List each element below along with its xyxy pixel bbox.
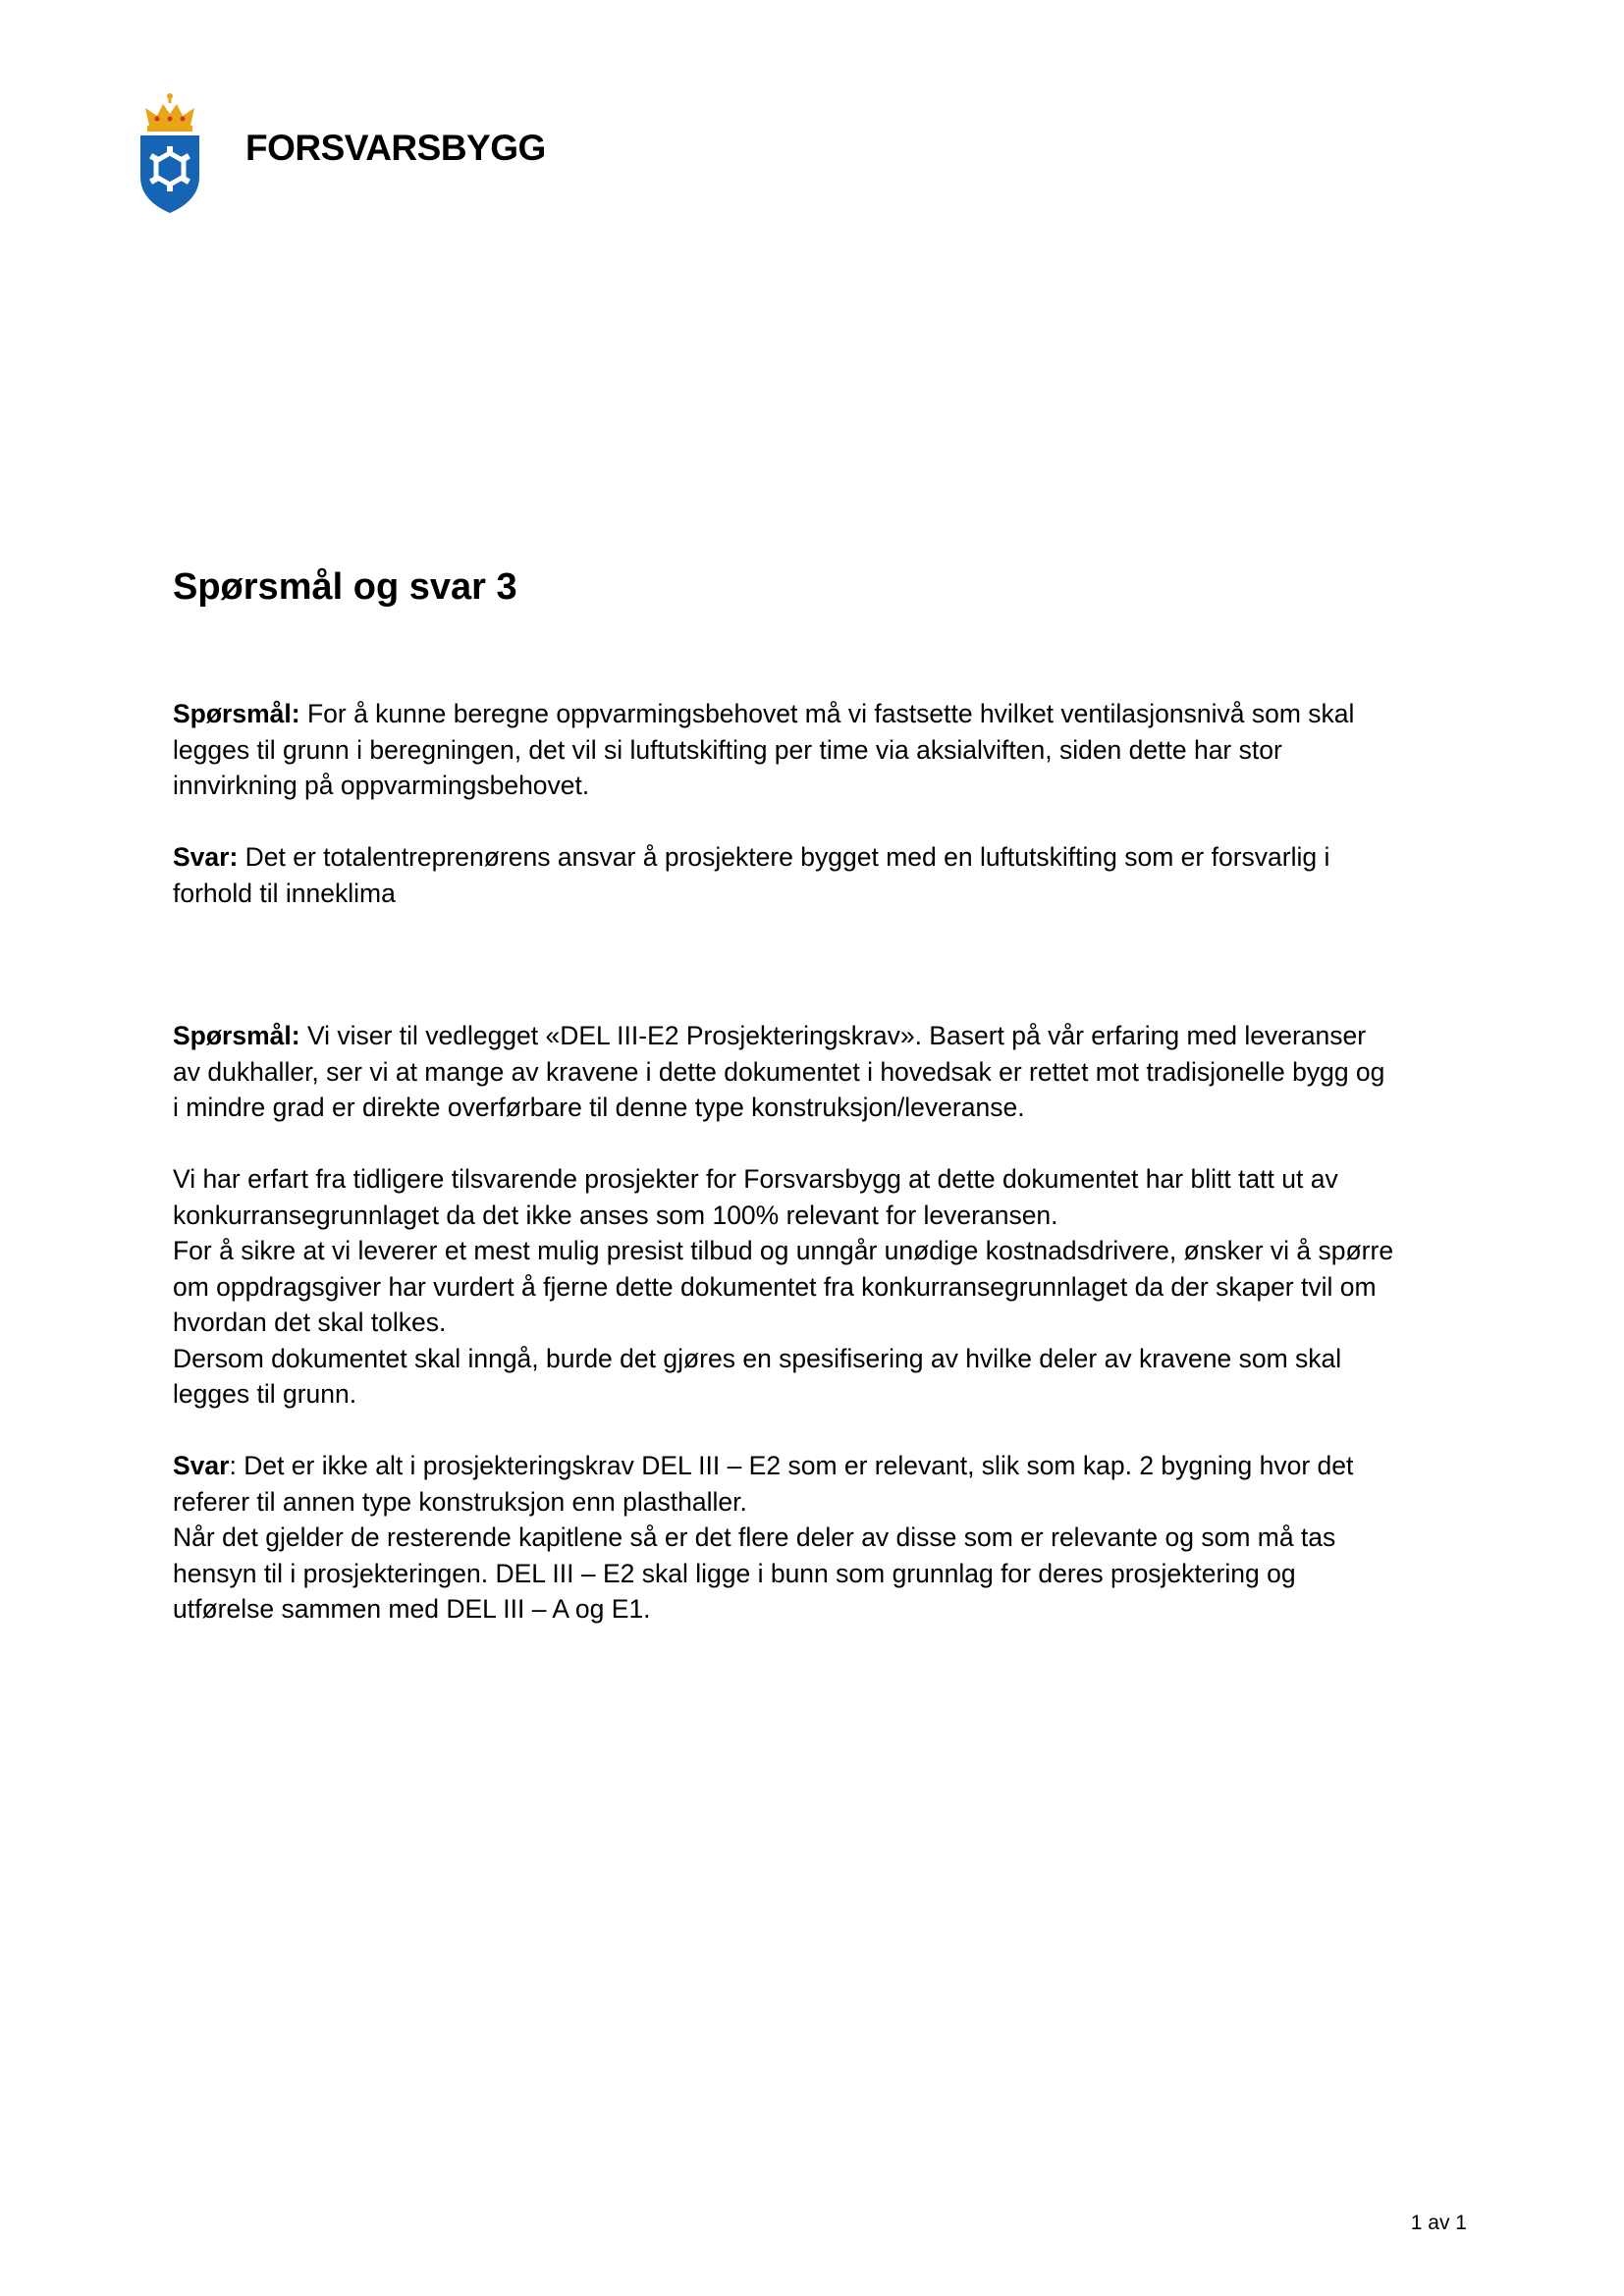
qa2-question-line-2: av dukhaller, ser vi at mange av kravene i dette dokumentet i hovedsak er rettet mot tradisjonelle bygg og [173,1056,1385,1087]
qa2-answer-label: Svar [173,1451,230,1480]
qa2-answer-text: : Det er ikke alt i prosjekteringskrav DEL III – E2 som er relevant, slik som kap. 2 bygning hvor det [229,1451,1354,1480]
qa1-question-line-3: innvirkning på oppvarmingsbehovet. [173,771,590,800]
qa1-question-label: Spørsmål: [173,699,300,728]
qa1-question [173,696,1479,804]
qa2-paragraph-line-3: For å sikre at vi leverer et mest mulig presist tilbud og unngår unødige kostnadsdrivere, ønsker vi å spørre [173,1236,1394,1265]
qa2-answer-line-4: hensyn til i prosjekteringen. DEL III – E2 skal ligge i bunn som grunnlag for deres prosjektering og [173,1558,1296,1588]
qa2-paragraph-line-5: hvordan det skal tolkes. [173,1308,447,1337]
qa2-answer-line-5: utførelse sammen med DEL III – A og E1. [173,1594,651,1624]
brand-wordmark: FORSVARSBYGG [245,128,546,168]
qa2-paragraph-line-7: legges til grunn. [173,1379,357,1409]
qa2-answer-line-3: Når det gjelder de resterende kapitlene så er det flere deler av disse som er relevante og som må tas [173,1522,1336,1552]
qa2-question-text: Vi viser til vedlegget «DEL III-E2 Prosjekteringskrav». Basert på vår erfaring med leveranser [299,1021,1367,1050]
qa2-paragraph-line-2: konkurransegrunnlaget da det ikke anses som 100% relevant for leveransen. [173,1200,1058,1230]
qa2-paragraph-line-6: Dersom dokumentet skal inngå, burde det gjøres en spesifisering av hvilke deler av kravene som skal [173,1343,1342,1373]
shield-icon [140,135,199,213]
qa1-answer-line-1 [173,839,1479,876]
forsvarsbygg-emblem [137,92,202,214]
qa1-answer-line-2: forhold til inneklima [173,878,396,908]
qa2-paragraph-line-1: Vi har erfart fra tidligere tilsvarende prosjekter for Forsvarsbygg at dette dokumentet har blitt tatt ut av [173,1164,1338,1194]
page-number: 1 av 1 [1410,2212,1467,2234]
qa2-question-line-3: i mindre grad er direkte overførbare til denne type konstruksjon/leveranse. [173,1093,1025,1122]
qa2-question-label: Spørsmål: [173,1021,300,1050]
page-title: Spørsmål og svar 3 [173,566,517,608]
qa1-answer [173,839,1479,911]
qa2-answer-line-2: referer til annen type konstruksjon enn plasthaller. [173,1486,747,1517]
qa1-answer-text: Det er totalentreprenørens ansvar å prosjektere bygget med en luftutskifting som er forsvarlig i [238,842,1330,872]
qa2-paragraph [173,1161,1479,1413]
qa1-answer-label: Svar: [173,842,239,872]
qa2-question [173,1018,1479,1126]
qa1-question-text: For å kunne beregne oppvarmingsbehovet må vi fastsette hvilket ventilasjonsnivå som skal [299,699,1355,728]
qa2-answer [173,1448,1479,1628]
crown-icon [145,93,194,132]
qa2-question-line-1 [173,1018,1479,1054]
qa1-question-line-2: legges til grunn i beregningen, det vil si luftutskifting per time via aksialviften, siden dette har stor [173,734,1282,765]
qa2-answer-line-1 [173,1448,1479,1484]
qa1-question-line-1 [173,696,1479,732]
qa2-paragraph-line-4: om oppdragsgiver har vurdert å fjerne dette dokumentet fra konkurransegrunnlaget da der skaper tvil om [173,1271,1377,1302]
